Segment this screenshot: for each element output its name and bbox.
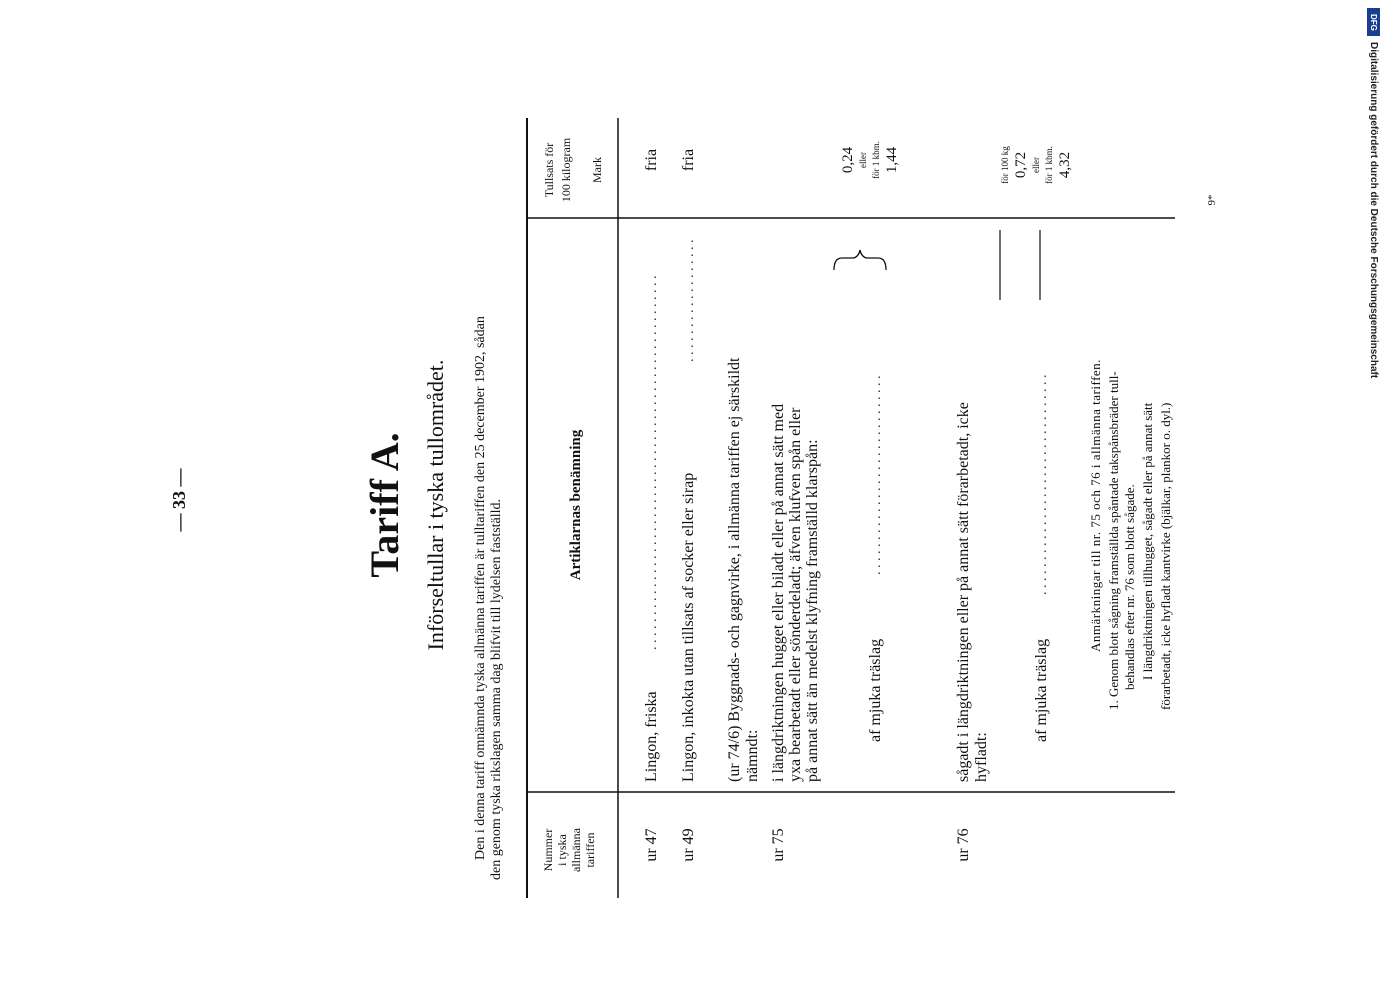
rate-ur76-eller: eller bbox=[1031, 157, 1041, 173]
row-desc-byggnad-1: (ur 74/6) Byggnads- och gagnvirke, i allmänna tariffen ej särskildt bbox=[726, 357, 743, 782]
row-desc-ur76-2: hyfladt: bbox=[973, 732, 990, 782]
row-number-ur47: ur 47 bbox=[643, 828, 660, 862]
rate-ur75-value: 0,24 bbox=[840, 146, 856, 174]
note-1-line-2: behandlas efter nr. 76 som blott sågade. bbox=[1122, 484, 1137, 690]
header-number-4: tariffen bbox=[583, 832, 597, 868]
header-number-1: Nummer bbox=[541, 828, 555, 872]
row-dots-lingon-friska: . . . . . . . . . . . . . . . . . . . . . . . . . . . . . . . . . . . . . . . . . . . . . . . . . . . . . . bbox=[645, 275, 660, 650]
row-dots-1: . . . . . . . . . . . . . . . . . . . . . . . . . . . . . bbox=[869, 375, 884, 575]
row-desc-ur75-2: yxa bearbetadt eller sönderdeladt; äfven klufven spån eller bbox=[787, 407, 804, 782]
brace-2 bbox=[1000, 230, 1040, 300]
row-desc-mjuka-1: af mjuka träslag bbox=[867, 638, 884, 742]
rate-ur47: fria bbox=[643, 148, 660, 172]
row-number-ur76: ur 76 bbox=[955, 828, 972, 862]
page-title: Tariff A. bbox=[362, 432, 407, 578]
rate-ur76-kbm-unit: för 1 kbm. bbox=[1044, 146, 1054, 184]
brace-1 bbox=[834, 250, 886, 270]
dfg-logo: DFG bbox=[1367, 8, 1380, 36]
intro-line-2: den genom tyska rikslagen samma dag blifvit till lydelsen fastställd. bbox=[489, 498, 504, 880]
rate-ur76-kbm: 4,32 bbox=[1057, 151, 1073, 179]
row-desc-byggnad-2: nämndt: bbox=[744, 729, 761, 782]
row-number-ur49: ur 49 bbox=[680, 828, 697, 862]
note-2-line-2: förarbetadt, icke hyfladt kantvirke (bjälkar, plankor o. dyl.) bbox=[1158, 402, 1173, 710]
row-desc-ur75-1: i längdriktningen hugget eller biladt eller på annat sätt med bbox=[770, 403, 787, 782]
rate-ur75-kbm: 1,44 bbox=[884, 146, 900, 174]
row-number-ur75: ur 75 bbox=[770, 828, 787, 862]
row-desc-lingon-inkokta: Lingon, inkokta utan tillsats af socker eller sirap bbox=[680, 472, 697, 782]
page-number: — 33 — bbox=[169, 468, 189, 532]
header-number-3: allmänna bbox=[569, 828, 583, 872]
header-rate-2: 100 kilogram bbox=[559, 137, 573, 203]
header-rate-3: Mark bbox=[590, 157, 604, 183]
digitization-note: Digitalisierung gefördert durch die Deutsche Forschungsgemeinschaft bbox=[1368, 42, 1379, 379]
row-dots-2: . . . . . . . . . . . . . . . . . . . . . . . . . . . . . . . . bbox=[1035, 374, 1050, 595]
page-subtitle: Införseltullar i tyska tullområdet. bbox=[423, 359, 448, 651]
header-number-2: i tyska bbox=[555, 834, 569, 866]
rate-ur76-unit: för 100 kg bbox=[1000, 146, 1010, 184]
row-desc-mjuka-2: af mjuka träslag bbox=[1033, 638, 1050, 742]
rate-ur75-eller: eller bbox=[858, 152, 868, 168]
row-dots-lingon-inkokta: . . . . . . . . . . . . . . . . . . bbox=[682, 239, 697, 362]
header-description: Artiklarnas benämning bbox=[568, 429, 584, 581]
rate-ur76-value: 0,72 bbox=[1013, 151, 1029, 179]
header-rate-1: Tullsats för bbox=[542, 142, 556, 198]
rate-ur75-unit: för 1 kbm. bbox=[871, 141, 881, 179]
note-title: Anmärkningar till nr. 75 och 76 i allmänna tariffen. bbox=[1088, 359, 1103, 652]
intro-line-1: Den i denna tariff omnämnda tyska allmänna tariffen är tulltariffen den 25 december 1902, sådan bbox=[473, 316, 488, 860]
footer-mark: 9* bbox=[1206, 194, 1218, 206]
rate-ur49: fria bbox=[680, 148, 697, 172]
row-desc-ur75-3: på annat sätt än medelst klyfning framställd klarspån: bbox=[804, 439, 821, 782]
row-desc-ur76-1: sågadt i längdriktningen eller på annat sätt förarbetadt, icke bbox=[955, 402, 972, 782]
row-desc-lingon-friska: Lingon, friska bbox=[643, 691, 660, 782]
note-2-line-1: I längdriktningen tillhugget, sågadt eller på annat sätt bbox=[1140, 402, 1155, 680]
note-1-line-1: 1. Genom blott sågning framställda spåntade takspånsbräder tull- bbox=[1106, 371, 1121, 710]
